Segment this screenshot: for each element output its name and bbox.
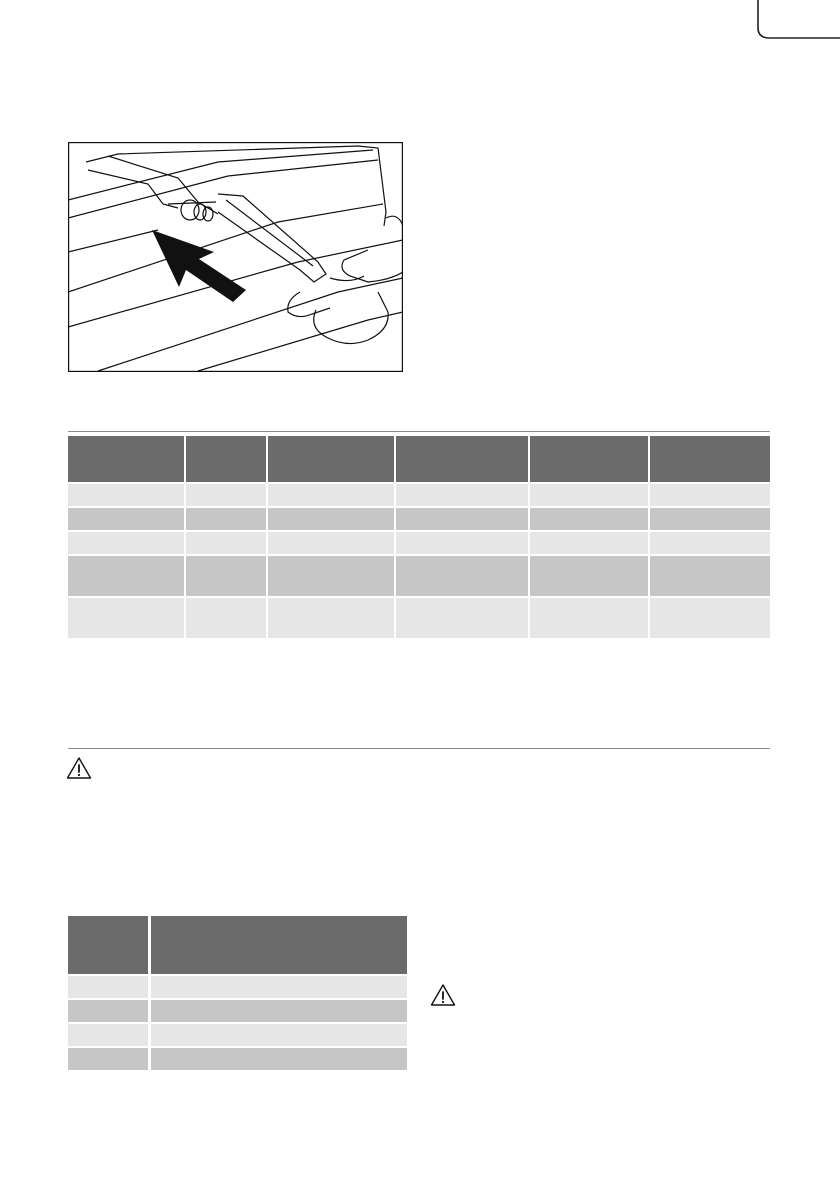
table-cell xyxy=(396,508,530,530)
table-header-cell xyxy=(396,436,530,482)
table-cell xyxy=(650,532,770,554)
table-header-row xyxy=(68,916,407,976)
table-header-cell xyxy=(268,436,396,482)
table-cell xyxy=(530,484,650,506)
table-cell xyxy=(530,508,650,530)
table-header-cell xyxy=(151,916,407,974)
small-table xyxy=(68,916,407,1072)
section-divider xyxy=(68,431,770,432)
table-cell xyxy=(650,508,770,530)
table-cell xyxy=(396,532,530,554)
table-cell xyxy=(650,598,770,638)
table-cell xyxy=(268,508,396,530)
table-cell xyxy=(530,598,650,638)
table-row xyxy=(68,598,770,640)
table-cell xyxy=(186,556,268,596)
section-divider xyxy=(68,748,770,749)
table-cell xyxy=(186,598,268,638)
table-cell xyxy=(68,484,186,506)
table-header-row xyxy=(68,436,770,484)
table-cell xyxy=(68,976,151,998)
table-cell xyxy=(68,556,186,596)
table-cell xyxy=(650,484,770,506)
table-row xyxy=(68,1048,407,1072)
table-cell xyxy=(68,1048,151,1070)
table-cell xyxy=(268,484,396,506)
table-cell xyxy=(186,508,268,530)
table-cell xyxy=(396,556,530,596)
table-cell xyxy=(268,532,396,554)
main-table xyxy=(68,436,770,640)
table-header-cell xyxy=(650,436,770,482)
table-cell xyxy=(530,532,650,554)
table-cell xyxy=(396,484,530,506)
table-cell xyxy=(650,556,770,596)
table-row xyxy=(68,484,770,508)
table-cell xyxy=(151,1000,407,1022)
table-header-cell xyxy=(68,916,151,974)
crop-marks xyxy=(0,0,840,60)
oven-shelf-illustration xyxy=(68,142,403,372)
table-cell xyxy=(396,598,530,638)
table-header-cell xyxy=(530,436,650,482)
table-cell xyxy=(186,532,268,554)
table-cell xyxy=(530,556,650,596)
warning-icon xyxy=(66,756,92,780)
table-cell xyxy=(268,556,396,596)
table-cell xyxy=(68,532,186,554)
table-cell xyxy=(151,976,407,998)
table-cell xyxy=(151,1048,407,1070)
table-row xyxy=(68,556,770,598)
table-header-cell xyxy=(68,436,186,482)
table-cell xyxy=(68,1024,151,1046)
table-header-cell xyxy=(186,436,268,482)
table-cell xyxy=(186,484,268,506)
table-row xyxy=(68,1000,407,1024)
table-cell xyxy=(68,1000,151,1022)
table-row xyxy=(68,976,407,1000)
table-cell xyxy=(151,1024,407,1046)
table-row xyxy=(68,1024,407,1048)
table-row xyxy=(68,508,770,532)
table-cell xyxy=(68,598,186,638)
table-cell xyxy=(268,598,396,638)
warning-icon xyxy=(430,983,456,1007)
table-row xyxy=(68,532,770,556)
table-cell xyxy=(68,508,186,530)
